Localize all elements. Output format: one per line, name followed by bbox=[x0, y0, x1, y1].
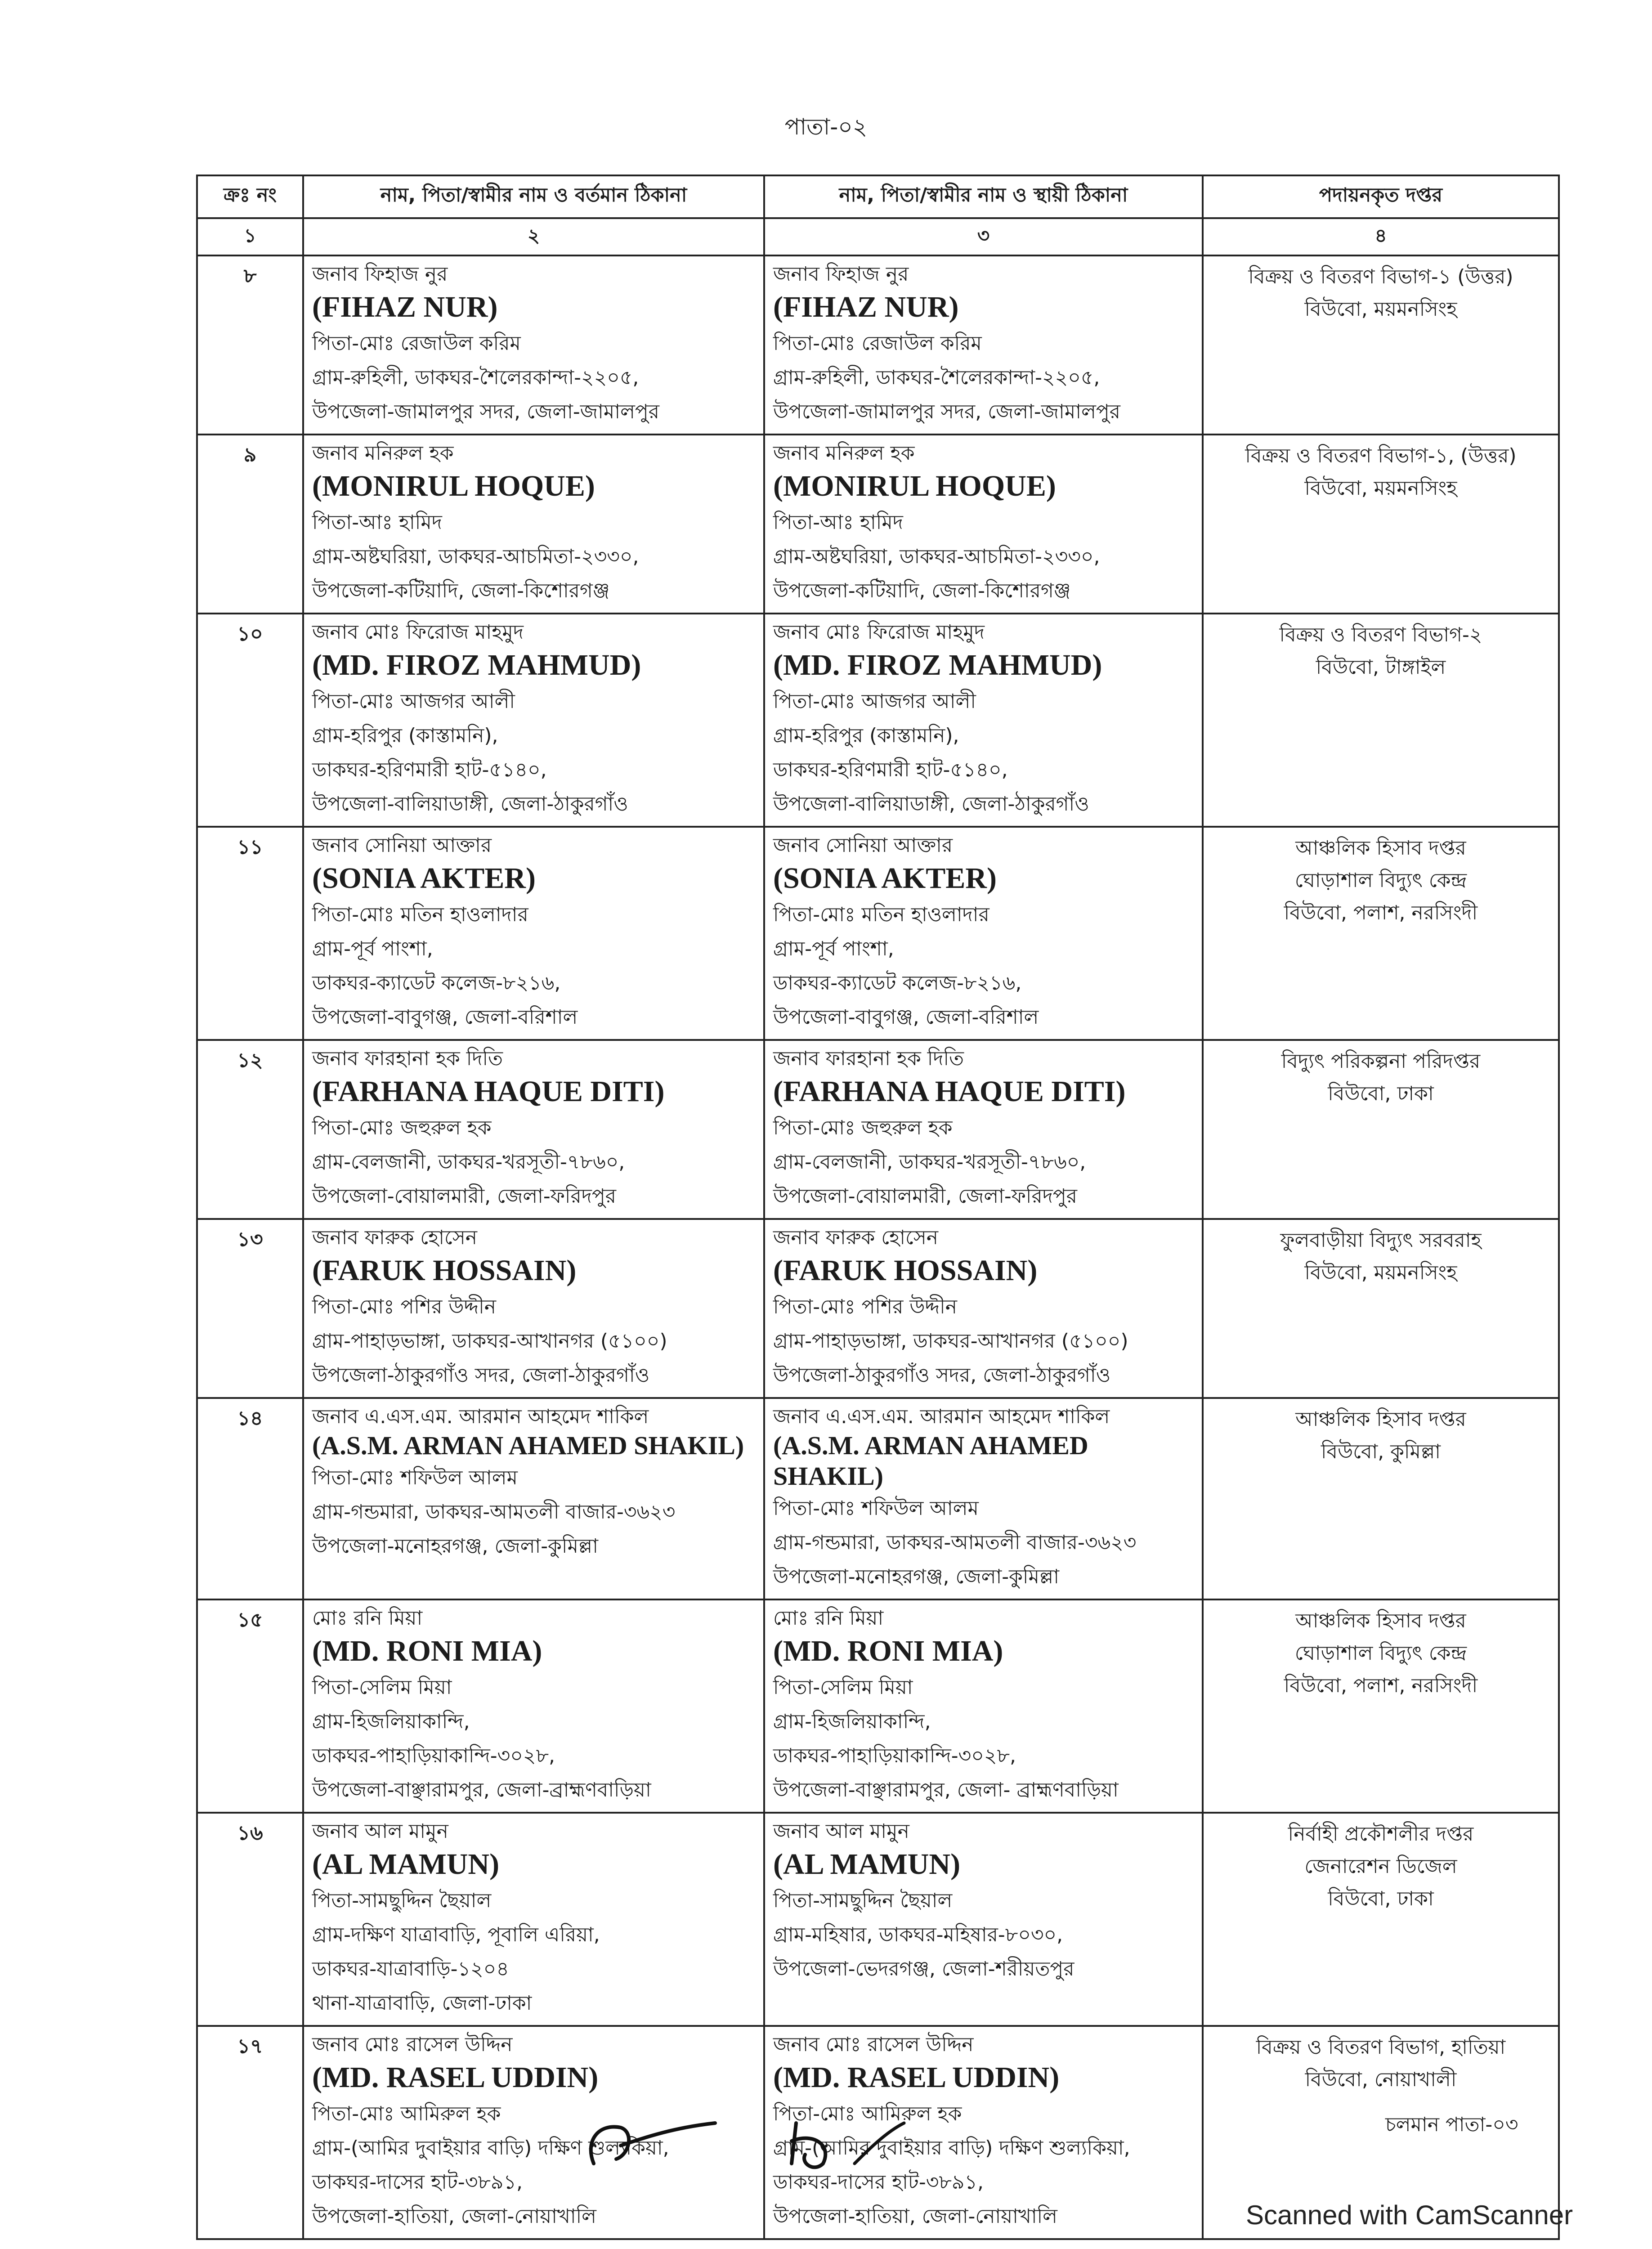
present-address-cell bbox=[303, 1599, 764, 1813]
posted-office-cell bbox=[1203, 1599, 1559, 1813]
name-english: (A.S.M. ARMAN AHAMED SHAKIL) bbox=[773, 1431, 1088, 1491]
office-line: বিক্রয় ও বিতরণ বিভাগ-১ (উত্তর) bbox=[1248, 265, 1513, 288]
table-row bbox=[197, 827, 1559, 1040]
name-bengali: জনাব ফিহাজ নুর bbox=[773, 263, 909, 286]
header-permanent-address: নাম, পিতা/স্বামীর নাম ও স্থায়ী ঠিকানা bbox=[764, 175, 1203, 218]
name-english: (MD. FIROZ MAHMUD) bbox=[312, 649, 641, 681]
address-line: গ্রাম-গন্ডমারা, ডাকঘর-আমতলী বাজার-৩৬২৩ bbox=[312, 1501, 676, 1523]
name-bengali: জনাব এ.এস.এম. আরমান আহমেদ শাকিল bbox=[773, 1405, 1110, 1428]
office-line: বিউবো, পলাশ, নরসিংদী bbox=[1284, 901, 1478, 924]
address-line: উপজেলা-ঠাকুরগাঁও সদর, জেলা-ঠাকুরগাঁও bbox=[312, 1364, 650, 1387]
column-number: ২ bbox=[303, 218, 764, 255]
name-bengali: জনাব ফারুক হোসেন bbox=[312, 1226, 478, 1249]
office-line: বিউবো, কুমিল্লা bbox=[1321, 1440, 1441, 1463]
serial-number: ১২ bbox=[197, 1040, 303, 1219]
present-address-cell bbox=[303, 614, 764, 827]
present-address-cell bbox=[303, 255, 764, 435]
office-line: আঞ্চলিক হিসাব দপ্তর bbox=[1295, 1408, 1466, 1431]
father-name: পিতা-মোঃ আমিরুল হক bbox=[312, 2102, 501, 2125]
name-english: (MD. RASEL UDDIN) bbox=[773, 2061, 1060, 2094]
present-address-cell bbox=[303, 1040, 764, 1219]
address-line: গ্রাম-রুহিলী, ডাকঘর-শৈলেরকান্দা-২২০৫, bbox=[773, 366, 1100, 389]
header-row bbox=[197, 175, 1559, 218]
office-line: বিক্রয় ও বিতরণ বিভাগ-২ bbox=[1279, 623, 1482, 646]
table-row bbox=[197, 1813, 1559, 2026]
office-line: জেনারেশন ডিজেল bbox=[1304, 1855, 1457, 1878]
address-line: গ্রাম-অষ্টঘরিয়া, ডাকঘর-আচমিতা-২৩৩০, bbox=[773, 545, 1100, 568]
name-english: (MONIRUL HOQUE) bbox=[312, 470, 595, 502]
address-line: গ্রাম-রুহিলী, ডাকঘর-শৈলেরকান্দা-২২০৫, bbox=[312, 366, 639, 389]
office-line: বিক্রয় ও বিতরণ বিভাগ-১, (উত্তর) bbox=[1245, 444, 1517, 467]
address-line: উপজেলা-বালিয়াডাঙ্গী, জেলা-ঠাকুরগাঁও bbox=[773, 793, 1089, 815]
header-present-address: নাম, পিতা/স্বামীর নাম ও বর্তমান ঠিকানা bbox=[303, 175, 764, 218]
address-line: উপজেলা-হাতিয়া, জেলা-নোয়াখালি bbox=[773, 2205, 1057, 2228]
address-line: উপজেলা-জামালপুর সদর, জেলা-জামালপুর bbox=[773, 400, 1120, 423]
office-line: বিউবো, ঢাকা bbox=[1328, 1082, 1434, 1105]
address-line: গ্রাম-পূর্ব পাংশা, bbox=[773, 937, 894, 960]
address-line: ডাকঘর-পাহাড়িয়াকান্দি-৩০২৮, bbox=[312, 1744, 555, 1767]
father-name: পিতা-মোঃ পশির উদ্দীন bbox=[773, 1295, 957, 1318]
office-line: ঘোড়াশাল বিদ্যুৎ কেন্দ্র bbox=[1294, 869, 1467, 892]
father-name: পিতা-মোঃ জহুরুল হক bbox=[312, 1116, 492, 1139]
name-english: (FARUK HOSSAIN) bbox=[773, 1254, 1038, 1287]
address-line: উপজেলা-মনোহরগঞ্জ, জেলা-কুমিল্লা bbox=[312, 1535, 598, 1558]
office-line: আঞ্চলিক হিসাব দপ্তর bbox=[1295, 837, 1466, 860]
permanent-address-cell bbox=[764, 827, 1203, 1040]
address-line: গ্রাম-হরিপুর (কাস্তামনি), bbox=[312, 724, 498, 747]
serial-number: ১০ bbox=[197, 614, 303, 827]
name-english: (FARHANA HAQUE DITI) bbox=[773, 1075, 1126, 1108]
header-posted-office: পদায়নকৃত দপ্তর bbox=[1203, 175, 1559, 218]
posted-office-cell bbox=[1203, 435, 1559, 614]
table-row bbox=[197, 435, 1559, 614]
address-line: গ্রাম-পাহাড়ভাঙ্গা, ডাকঘর-আখানগর (৫১০০) bbox=[312, 1330, 667, 1353]
name-english: (MD. RASEL UDDIN) bbox=[312, 2061, 599, 2094]
name-bengali: জনাব মনিরুল হক bbox=[312, 442, 454, 465]
office-line: আঞ্চলিক হিসাব দপ্তর bbox=[1295, 1609, 1466, 1632]
permanent-address-cell bbox=[764, 1599, 1203, 1813]
present-address-cell bbox=[303, 435, 764, 614]
name-bengali: জনাব ফিহাজ নুর bbox=[312, 263, 448, 286]
office-line: বিউবো, ময়মনসিংহ bbox=[1304, 477, 1457, 500]
father-name: পিতা-মোঃ মতিন হাওলাদার bbox=[773, 903, 989, 926]
father-name: পিতা-মোঃ পশির উদ্দীন bbox=[312, 1295, 496, 1318]
name-bengali: মোঃ রনি মিয়া bbox=[312, 1607, 423, 1630]
name-bengali: জনাব সোনিয়া আক্তার bbox=[312, 834, 492, 857]
address-line: ডাকঘর-ক্যাডেট কলেজ-৮২১৬, bbox=[773, 972, 1022, 995]
father-name: পিতা-মোঃ রেজাউল করিম bbox=[773, 332, 982, 355]
address-line: উপজেলা-বাবুগঞ্জ, জেলা-বরিশাল bbox=[773, 1006, 1039, 1029]
father-name: পিতা-মোঃ শফিউল আলম bbox=[312, 1466, 518, 1489]
table-row bbox=[197, 1599, 1559, 1813]
posted-office-cell bbox=[1203, 1398, 1559, 1599]
header-serial: ক্রঃ নং bbox=[197, 175, 303, 218]
name-english: (AL MAMUN) bbox=[773, 1848, 961, 1881]
address-line: উপজেলা-কটিয়াদি, জেলা-কিশোরগঞ্জ bbox=[312, 579, 610, 602]
father-name: পিতা-আঃ হামিদ bbox=[312, 511, 442, 534]
father-name: পিতা-মোঃ আজগর আলী bbox=[773, 690, 976, 713]
name-bengali: মোঃ রনি মিয়া bbox=[773, 1607, 884, 1630]
address-line: ডাকঘর-যাত্রাবাড়ি-১২০৪ bbox=[312, 1958, 509, 1980]
name-english: (FARUK HOSSAIN) bbox=[312, 1254, 577, 1287]
father-name: পিতা-মোঃ জহুরুল হক bbox=[773, 1116, 953, 1139]
address-line: উপজেলা-মনোহরগঞ্জ, জেলা-কুমিল্লা bbox=[773, 1565, 1059, 1588]
column-number: ৪ bbox=[1203, 218, 1559, 255]
office-line: বিউবো, ঢাকা bbox=[1328, 1887, 1434, 1910]
table-row bbox=[197, 614, 1559, 827]
permanent-address-cell bbox=[764, 435, 1203, 614]
posted-office-cell bbox=[1203, 1813, 1559, 2026]
father-name: পিতা-মোঃ শফিউল আলম bbox=[773, 1497, 979, 1520]
office-line: বিদ্যুৎ পরিকল্পনা পরিদপ্তর bbox=[1281, 1050, 1481, 1073]
office-line: বিউবো, নোয়াখালী bbox=[1305, 2068, 1457, 2091]
column-number-row bbox=[197, 218, 1559, 255]
name-bengali: জনাব আল মামুন bbox=[773, 1820, 909, 1843]
name-english: (FARHANA HAQUE DITI) bbox=[312, 1075, 665, 1108]
name-english: (FIHAZ NUR) bbox=[312, 291, 498, 323]
name-english: (A.S.M. ARMAN AHAMED SHAKIL) bbox=[312, 1431, 744, 1460]
posted-office-cell bbox=[1203, 1219, 1559, 1398]
address-line: গ্রাম-(আমির দুবাইয়ার বাড়ি) দক্ষিণ শুল্যকিয়া, bbox=[312, 2137, 669, 2159]
serial-number: ৮ bbox=[197, 255, 303, 435]
address-line: গ্রাম-দক্ষিণ যাত্রাবাড়ি, পূবালি এরিয়া, bbox=[312, 1923, 600, 1946]
office-line: বিউবো, পলাশ, নরসিংদী bbox=[1284, 1674, 1478, 1697]
posted-office-cell bbox=[1203, 827, 1559, 1040]
address-line: গ্রাম-পূর্ব পাংশা, bbox=[312, 937, 433, 960]
name-english: (SONIA AKTER) bbox=[312, 862, 536, 895]
name-bengali: জনাব আল মামুন bbox=[312, 1820, 448, 1843]
name-bengali: জনাব ফারহানা হক দিতি bbox=[312, 1047, 503, 1070]
name-bengali: জনাব মোঃ ফিরোজ মাহমুদ bbox=[773, 621, 985, 644]
serial-number: ৯ bbox=[197, 435, 303, 614]
address-line: গ্রাম-বেলজানী, ডাকঘর-খরসূতী-৭৮৬০, bbox=[312, 1151, 625, 1174]
posted-office-cell bbox=[1203, 614, 1559, 827]
name-english: (MONIRUL HOQUE) bbox=[773, 470, 1056, 502]
page-number: পাতা-০২ bbox=[784, 114, 868, 140]
address-line: ডাকঘর-দাসের হাট-৩৮৯১, bbox=[312, 2171, 523, 2194]
address-line: গ্রাম-হিজলিয়াকান্দি, bbox=[312, 1710, 470, 1733]
signature-marks bbox=[580, 2096, 985, 2177]
address-line: গ্রাম-হিজলিয়াকান্দি, bbox=[773, 1710, 931, 1733]
serial-number: ১৩ bbox=[197, 1219, 303, 1398]
name-english: (MD. RONI MIA) bbox=[312, 1635, 542, 1667]
continuation-note: চলমান পাতা-০৩ bbox=[1385, 2113, 1518, 2136]
column-number: ৩ bbox=[764, 218, 1203, 255]
name-bengali: জনাব ফারুক হোসেন bbox=[773, 1226, 939, 1249]
posting-table bbox=[196, 175, 1560, 2240]
name-bengali: জনাব মোঃ রাসেল উদ্দিন bbox=[312, 2033, 513, 2056]
address-line: থানা-যাত্রাবাড়ি, জেলা-ঢাকা bbox=[312, 1992, 532, 2015]
address-line: উপজেলা-বোয়ালমারী, জেলা-ফরিদপুর bbox=[773, 1185, 1077, 1208]
serial-number: ১৭ bbox=[197, 2026, 303, 2239]
office-line: বিউবো, টাঙ্গাইল bbox=[1316, 656, 1446, 679]
posted-office-cell bbox=[1203, 255, 1559, 435]
address-line: গ্রাম-পাহাড়ভাঙ্গা, ডাকঘর-আখানগর (৫১০০) bbox=[773, 1330, 1128, 1353]
table-row bbox=[197, 1398, 1559, 1599]
address-line: উপজেলা-জামালপুর সদর, জেলা-জামালপুর bbox=[312, 400, 659, 423]
address-line: ডাকঘর-হরিণমারী হাট-৫১৪০, bbox=[312, 758, 547, 781]
permanent-address-cell bbox=[764, 1813, 1203, 2026]
present-address-cell bbox=[303, 1398, 764, 1599]
address-line: ডাকঘর-দাসের হাট-৩৮৯১, bbox=[773, 2171, 984, 2194]
father-name: পিতা-সামছুদ্দিন ছৈয়াল bbox=[312, 1889, 492, 1912]
name-bengali: জনাব মোঃ রাসেল উদ্দিন bbox=[773, 2033, 974, 2056]
address-line: গ্রাম-মহিষার, ডাকঘর-মহিষার-৮০৩০, bbox=[773, 1923, 1063, 1946]
posted-office-cell bbox=[1203, 1040, 1559, 1219]
address-line: উপজেলা-কটিয়াদি, জেলা-কিশোরগঞ্জ bbox=[773, 579, 1071, 602]
permanent-address-cell bbox=[764, 614, 1203, 827]
father-name: পিতা-মোঃ আজগর আলী bbox=[312, 690, 515, 713]
address-line: গ্রাম-হরিপুর (কাস্তামনি), bbox=[773, 724, 959, 747]
serial-number: ১৬ bbox=[197, 1813, 303, 2026]
address-line: ডাকঘর-হরিণমারী হাট-৫১৪০, bbox=[773, 758, 1008, 781]
father-name: পিতা-মোঃ রেজাউল করিম bbox=[312, 332, 521, 355]
name-bengali: জনাব মোঃ ফিরোজ মাহমুদ bbox=[312, 621, 524, 644]
table-row bbox=[197, 1219, 1559, 1398]
permanent-address-cell bbox=[764, 1219, 1203, 1398]
present-address-cell bbox=[303, 1219, 764, 1398]
table-row bbox=[197, 255, 1559, 435]
present-address-cell bbox=[303, 827, 764, 1040]
office-line: বিক্রয় ও বিতরণ বিভাগ, হাতিয়া bbox=[1256, 2036, 1506, 2059]
permanent-address-cell bbox=[764, 1398, 1203, 1599]
address-line: উপজেলা-হাতিয়া, জেলা-নোয়াখালি bbox=[312, 2205, 596, 2228]
address-line: ডাকঘর-ক্যাডেট কলেজ-৮২১৬, bbox=[312, 972, 561, 995]
address-line: উপজেলা-বোয়ালমারী, জেলা-ফরিদপুর bbox=[312, 1185, 616, 1208]
scanner-watermark: Scanned with CamScanner bbox=[1246, 2200, 1573, 2230]
name-english: (FIHAZ NUR) bbox=[773, 291, 959, 323]
address-line: উপজেলা-বাঞ্ছারামপুর, জেলা-ব্রাহ্মণবাড়িয়া bbox=[312, 1779, 651, 1801]
permanent-address-cell bbox=[764, 1040, 1203, 1219]
name-english: (MD. FIROZ MAHMUD) bbox=[773, 649, 1102, 681]
address-line: উপজেলা-ভেদরগঞ্জ, জেলা-শরীয়তপুর bbox=[773, 1958, 1074, 1980]
address-line: উপজেলা-ঠাকুরগাঁও সদর, জেলা-ঠাকুরগাঁও bbox=[773, 1364, 1111, 1387]
name-bengali: জনাব এ.এস.এম. আরমান আহমেদ শাকিল bbox=[312, 1405, 649, 1428]
address-line: উপজেলা-বাবুগঞ্জ, জেলা-বরিশাল bbox=[312, 1006, 578, 1029]
permanent-address-cell bbox=[764, 255, 1203, 435]
present-address-cell bbox=[303, 1813, 764, 2026]
office-line: নির্বাহী প্রকৌশলীর দপ্তর bbox=[1288, 1823, 1474, 1846]
father-name: পিতা-আঃ হামিদ bbox=[773, 511, 903, 534]
serial-number: ১১ bbox=[197, 827, 303, 1040]
name-bengali: জনাব মনিরুল হক bbox=[773, 442, 915, 465]
table-row bbox=[197, 1040, 1559, 1219]
office-line: ফুলবাড়ীয়া বিদ্যুৎ সরবরাহ bbox=[1280, 1229, 1482, 1252]
office-line: বিউবো, ময়মনসিংহ bbox=[1304, 1261, 1457, 1284]
father-name: পিতা-সেলিম মিয়া bbox=[773, 1676, 913, 1699]
address-line: গ্রাম-অষ্টঘরিয়া, ডাকঘর-আচমিতা-২৩৩০, bbox=[312, 545, 639, 568]
address-line: গ্রাম-গন্ডমারা, ডাকঘর-আমতলী বাজার-৩৬২৩ bbox=[773, 1531, 1137, 1554]
father-name: পিতা-সেলিম মিয়া bbox=[312, 1676, 452, 1699]
father-name: পিতা-মোঃ আমিরুল হক bbox=[773, 2102, 962, 2125]
address-line: উপজেলা-বাঞ্ছারামপুর, জেলা- ব্রাহ্মণবাড়িয়া bbox=[773, 1779, 1119, 1801]
name-english: (MD. RONI MIA) bbox=[773, 1635, 1003, 1667]
office-line: বিউবো, ময়মনসিংহ bbox=[1304, 298, 1457, 321]
office-line: ঘোড়াশাল বিদ্যুৎ কেন্দ্র bbox=[1294, 1642, 1467, 1665]
column-number: ১ bbox=[197, 218, 303, 255]
name-bengali: জনাব সোনিয়া আক্তার bbox=[773, 834, 953, 857]
address-line: গ্রাম-(আমির দুবাইয়ার বাড়ি) দক্ষিণ শুল্যকিয়া, bbox=[773, 2137, 1130, 2159]
father-name: পিতা-সামছুদ্দিন ছৈয়াল bbox=[773, 1889, 953, 1912]
name-english: (AL MAMUN) bbox=[312, 1848, 500, 1881]
address-line: গ্রাম-বেলজানী, ডাকঘর-খরসূতী-৭৮৬০, bbox=[773, 1151, 1086, 1174]
serial-number: ১৫ bbox=[197, 1599, 303, 1813]
name-english: (SONIA AKTER) bbox=[773, 862, 997, 895]
address-line: ডাকঘর-পাহাড়িয়াকান্দি-৩০২৮, bbox=[773, 1744, 1016, 1767]
serial-number: ১৪ bbox=[197, 1398, 303, 1599]
name-bengali: জনাব ফারহানা হক দিতি bbox=[773, 1047, 964, 1070]
address-line: উপজেলা-বালিয়াডাঙ্গী, জেলা-ঠাকুরগাঁও bbox=[312, 793, 628, 815]
father-name: পিতা-মোঃ মতিন হাওলাদার bbox=[312, 903, 528, 926]
